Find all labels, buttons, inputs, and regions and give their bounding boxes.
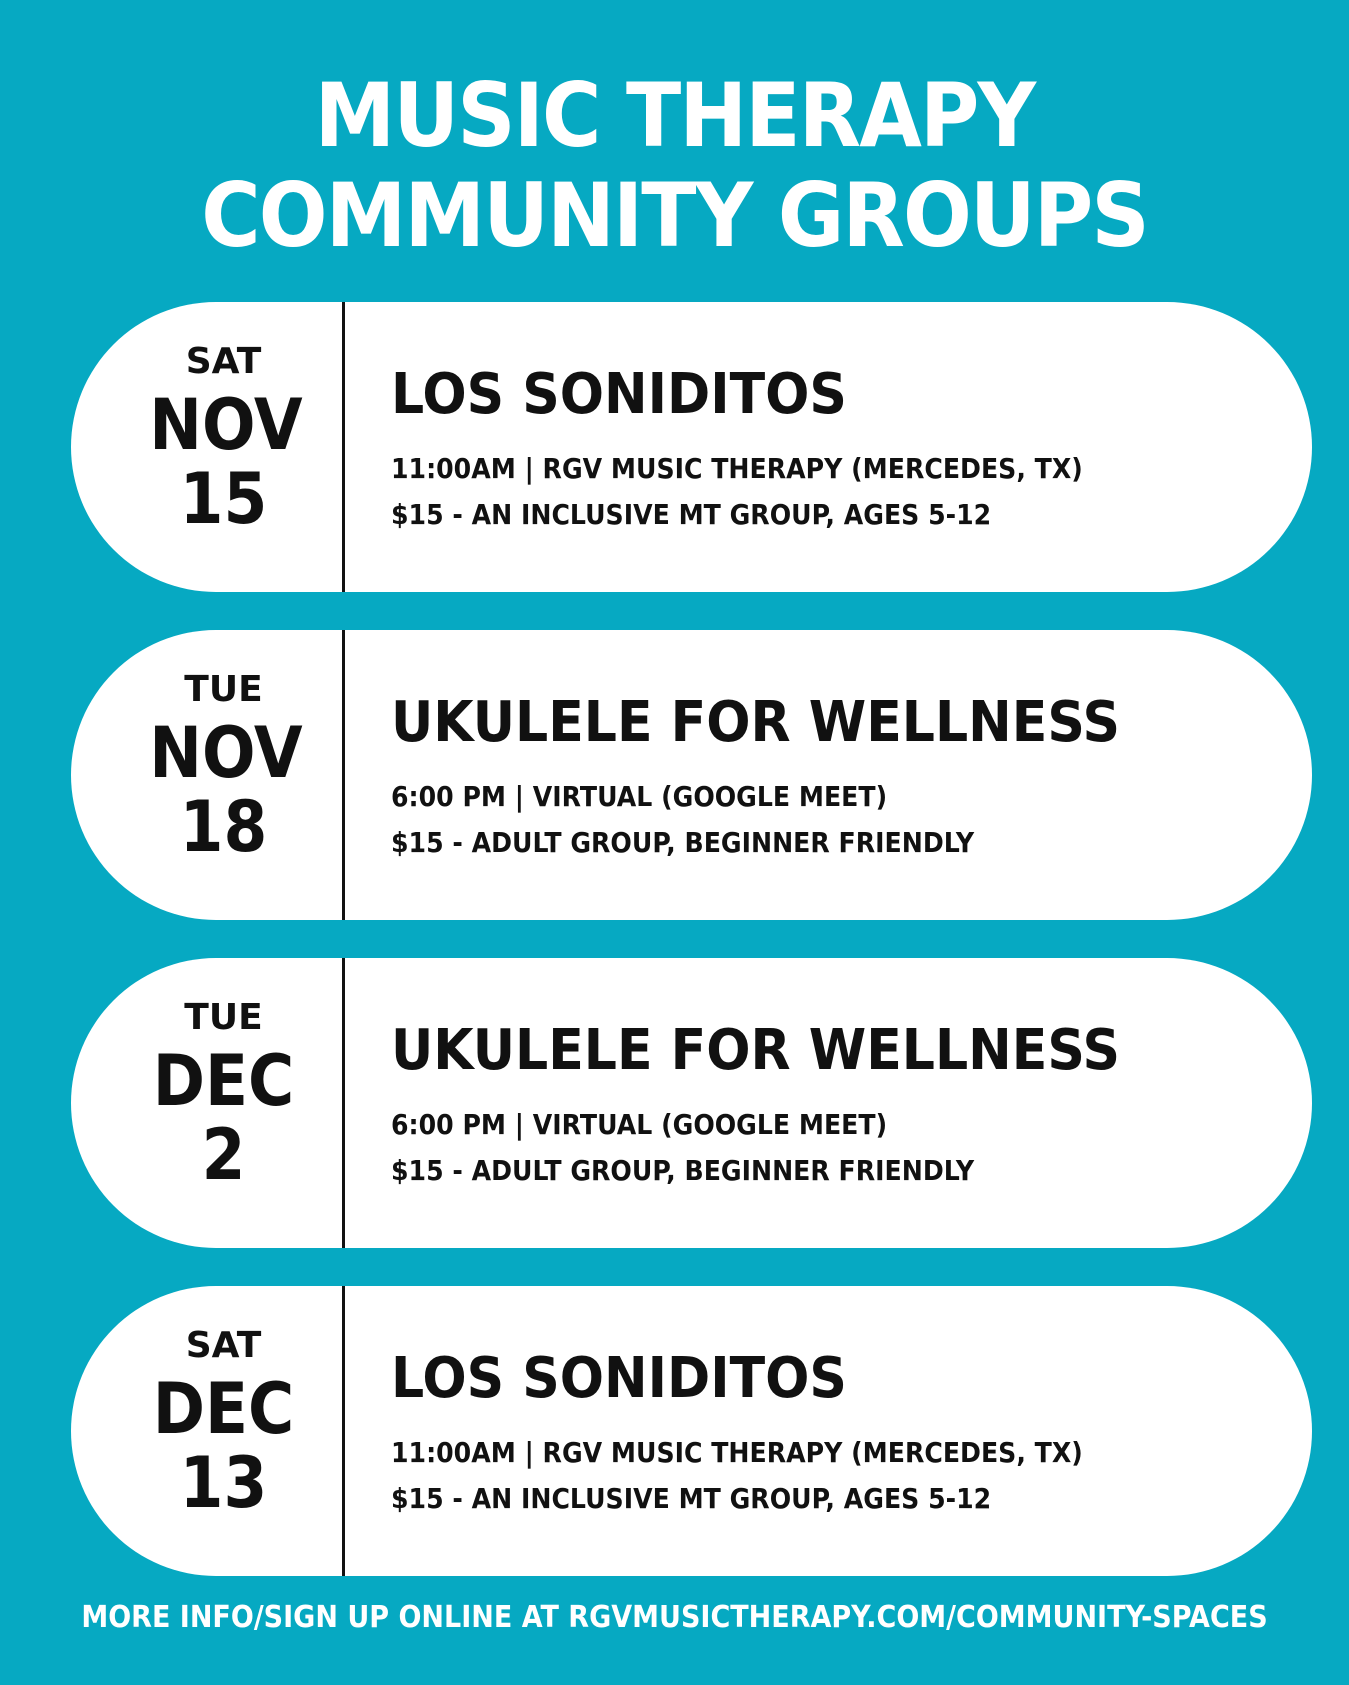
event-card bbox=[71, 302, 1312, 592]
event-info bbox=[391, 1286, 1271, 1576]
event-month: NOV bbox=[149, 712, 303, 794]
card-divider bbox=[342, 958, 345, 1248]
event-month: NOV bbox=[149, 384, 303, 466]
event-price-description: $15 - AN INCLUSIVE MT GROUP, AGES 5-12 bbox=[391, 498, 992, 531]
event-price-description: $15 - ADULT GROUP, BEGINNER FRIENDLY bbox=[391, 1154, 975, 1187]
page-title-line-1: MUSIC THERAPY bbox=[314, 64, 1035, 167]
event-info bbox=[391, 302, 1271, 592]
event-weekday: TUE bbox=[184, 997, 263, 1038]
event-day: 15 bbox=[179, 458, 268, 540]
event-day: 2 bbox=[201, 1114, 246, 1196]
event-weekday: TUE bbox=[184, 669, 263, 710]
event-weekday: SAT bbox=[185, 1325, 262, 1366]
event-time-location: 6:00 PM | VIRTUAL (GOOGLE MEET) bbox=[391, 780, 888, 813]
event-info bbox=[391, 958, 1271, 1248]
event-date bbox=[141, 958, 306, 1248]
event-day: 13 bbox=[179, 1442, 268, 1524]
event-name: UKULELE FOR WELLNESS bbox=[391, 1018, 1121, 1083]
event-name: UKULELE FOR WELLNESS bbox=[391, 690, 1121, 755]
event-time-location: 11:00AM | RGV MUSIC THERAPY (MERCEDES, TX) bbox=[391, 1436, 1083, 1469]
event-card bbox=[71, 1286, 1312, 1576]
event-date bbox=[141, 1286, 306, 1576]
event-date bbox=[141, 630, 306, 920]
event-time-location: 6:00 PM | VIRTUAL (GOOGLE MEET) bbox=[391, 1108, 888, 1141]
event-time-location: 11:00AM | RGV MUSIC THERAPY (MERCEDES, TX) bbox=[391, 452, 1083, 485]
event-price-description: $15 - ADULT GROUP, BEGINNER FRIENDLY bbox=[391, 826, 975, 859]
event-card bbox=[71, 630, 1312, 920]
event-info bbox=[391, 630, 1271, 920]
event-date bbox=[141, 302, 306, 592]
event-name: LOS SONIDITOS bbox=[391, 1346, 847, 1411]
footer-signup-link[interactable]: MORE INFO/SIGN UP ONLINE AT RGVMUSICTHERAPY.COM/COMMUNITY-SPACES bbox=[81, 1600, 1268, 1635]
event-weekday: SAT bbox=[185, 341, 262, 382]
event-price-description: $15 - AN INCLUSIVE MT GROUP, AGES 5-12 bbox=[391, 1482, 992, 1515]
card-divider bbox=[342, 1286, 345, 1576]
event-month: DEC bbox=[152, 1368, 295, 1450]
page-title-line-2: COMMUNITY GROUPS bbox=[201, 164, 1148, 267]
event-month: DEC bbox=[152, 1040, 295, 1122]
event-card bbox=[71, 958, 1312, 1248]
event-day: 18 bbox=[179, 786, 268, 868]
card-divider bbox=[342, 630, 345, 920]
card-divider bbox=[342, 302, 345, 592]
event-name: LOS SONIDITOS bbox=[391, 362, 847, 427]
